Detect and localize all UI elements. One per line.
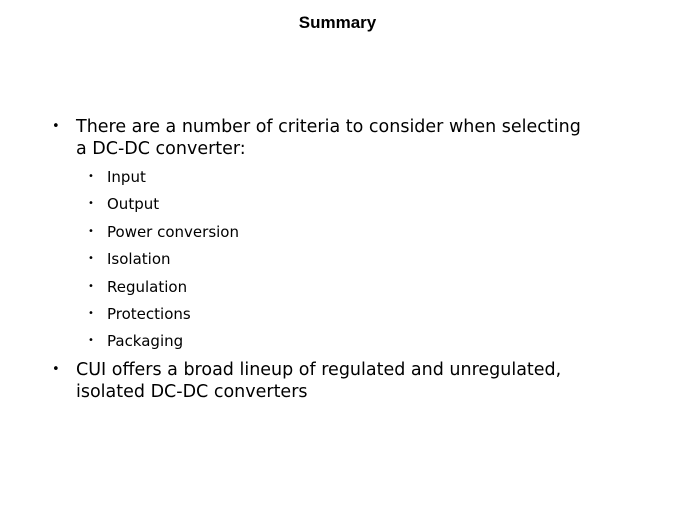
bullet-icon: • (52, 362, 60, 377)
sub-bullet-packaging (88, 331, 607, 351)
bullet-icon: • (52, 119, 60, 134)
sub-bullet-text: Output (107, 195, 160, 213)
sub-bullet-input (88, 167, 607, 187)
sub-bullet-icon: • (88, 226, 94, 237)
sub-bullet-power-conversion (88, 222, 607, 242)
bullet-item-cui-lineup (52, 359, 636, 403)
bullet-text-line: a DC-DC converter: (76, 139, 246, 159)
sub-bullet-output (88, 194, 607, 214)
bullet-text-line: isolated DC-DC converters (76, 382, 308, 402)
sub-bullet-protections (88, 304, 607, 324)
sub-bullet-text: Isolation (107, 250, 171, 268)
sub-bullet-text: Packaging (107, 332, 184, 350)
bullet-text-line: CUI offers a broad lineup of regulated and unregulated, (76, 360, 562, 380)
bullet-item-criteria (52, 116, 636, 160)
sub-bullet-text: Regulation (107, 278, 188, 296)
sub-bullet-isolation (88, 249, 607, 269)
sub-bullet-text: Protections (107, 305, 191, 323)
sub-bullet-regulation (88, 277, 607, 297)
sub-bullet-icon: • (88, 335, 94, 346)
sub-bullet-icon: • (88, 281, 94, 292)
sub-bullet-icon: • (88, 308, 94, 319)
slide-title: Summary (298, 13, 377, 32)
sub-bullet-icon: • (88, 253, 94, 264)
bullet-text-line: There are a number of criteria to consider when selecting (76, 117, 581, 137)
sub-bullet-icon: • (88, 171, 94, 182)
sub-bullet-text: Power conversion (107, 223, 239, 241)
sub-bullet-icon: • (88, 198, 94, 209)
sub-bullet-text: Input (107, 168, 146, 186)
